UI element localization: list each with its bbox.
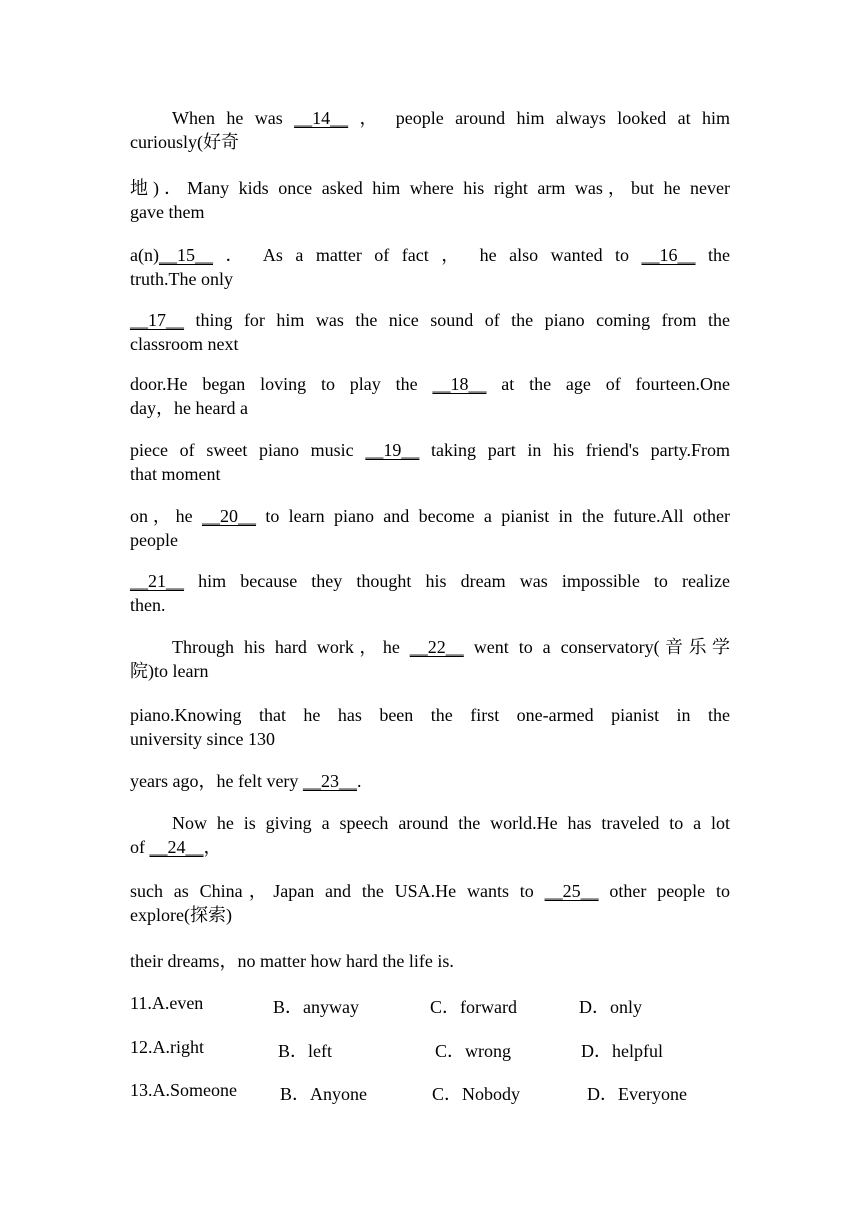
passage-text: on，he [130,506,202,526]
passage-line-continued: people [130,530,178,550]
answer-blank: __15__ [158,245,213,265]
answer-blank: __25__ [544,881,599,901]
question-row [130,993,730,1017]
question-option-d: D．Everyone [587,1084,687,1104]
passage-text: Through his hard work，he [172,637,410,657]
question-option-c: C．Nobody [432,1084,521,1104]
passage-text: piece of sweet piano music [130,440,366,460]
answer-blank: __18__ [432,374,487,394]
passage-line-block [130,811,730,859]
passage-text: years ago，he felt very [130,771,303,791]
passage-line-continued: day，he heard a [130,398,248,418]
question-option-d: D．only [579,997,642,1017]
passage-line [130,569,730,593]
passage-text: ， people around him always looked at him [348,108,730,128]
answer-blank: __20__ [201,506,256,526]
passage-line [130,879,730,903]
passage-text: other people to [598,881,730,901]
question-option-a: 13.A.Someone [130,1080,237,1100]
passage-line-block [130,703,730,751]
passage-line-continued: 院)to learn [130,661,209,681]
passage-line-block [130,308,730,356]
answer-blank: __19__ [365,440,420,460]
passage-line [130,769,730,793]
passage-line-continued: then. [130,595,166,615]
passage-line-block [130,879,730,927]
answer-blank: __17__ [130,310,184,330]
passage-text: went to a conservatory(音乐学 [463,637,730,657]
passage-line-block [130,243,730,291]
passage-text: Now he is giving a speech around the world.He has traveled to a lot [172,813,730,833]
passage-line-block [130,176,730,224]
passage-text: piano.Knowing that he has been the first one-armed pianist in the [130,705,730,725]
passage-line [130,504,730,528]
passage-text: ． As a matter of fact ， he also wanted to [212,245,642,265]
passage-line-block [130,438,730,486]
question-option-b: B．left [278,1041,332,1061]
passage-line-continued: classroom next [130,334,239,354]
question-option-a: 11.A.even [130,993,204,1013]
answer-blank: __21__ [130,571,184,591]
passage-line-block [130,504,730,552]
question-row [130,1080,730,1104]
passage-line-continued: explore(探索) [130,905,232,925]
passage-line [130,811,730,835]
answer-blank: __24__ [149,837,204,857]
passage-line-continued: gave them [130,202,205,222]
passage-line [130,106,730,130]
passage-text: When he was [172,108,295,128]
question-option-b: B．anyway [273,997,359,1017]
passage-line-block [130,372,730,420]
passage-text: of [130,837,150,857]
answer-blank: __23__ [302,771,357,791]
passage-text: the [695,245,730,265]
passage-line-continued: that moment [130,464,221,484]
passage-text: him because they thought his dream was impossible to realize [184,571,730,591]
passage-text: door.He began loving to play the [130,374,433,394]
passage-line [130,703,730,727]
question-option-c: C．wrong [435,1041,511,1061]
passage-line-continued [130,835,730,859]
passage-line-block [130,769,730,793]
passage-text: their dreams，no matter how hard the life is. [130,951,454,971]
question-option-c: C．forward [430,997,517,1017]
passage-line-continued: curiously(好奇 [130,132,239,152]
passage-line [130,949,730,973]
passage-line-block [130,569,730,617]
passage-text: 地)．Many kids once asked him where his right arm was，but he never [130,178,730,198]
question-option-a: 12.A.right [130,1037,204,1057]
answer-blank: __14__ [294,108,349,128]
passage-text: such as China，Japan and the USA.He wants to [130,881,545,901]
passage-line [130,438,730,462]
passage-text: at the age of fourteen.One [486,374,730,394]
passage-line [130,372,730,396]
passage-text: to learn piano and become a pianist in the future.All other [255,506,730,526]
passage-line-continued: truth.The only [130,269,233,289]
passage-line-continued: university since 130 [130,729,275,749]
passage-line [130,308,730,332]
passage-text: thing for him was the nice sound of the piano coming from the [184,310,730,330]
passage-line-block [130,106,730,154]
passage-line [130,635,730,659]
passage-text: . [356,771,362,791]
question-option-d: D．helpful [581,1041,663,1061]
passage-line-block [130,635,730,683]
passage-text: taking part in his friend's party.From [419,440,730,460]
passage-text: ， [203,837,222,857]
answer-blank: __16__ [641,245,696,265]
passage-line [130,243,730,267]
answer-blank: __22__ [409,637,464,657]
question-row [130,1037,730,1061]
passage-line-block [130,949,730,973]
question-option-b: B．Anyone [280,1084,367,1104]
passage-text: a(n) [130,245,159,265]
passage-line [130,176,730,200]
